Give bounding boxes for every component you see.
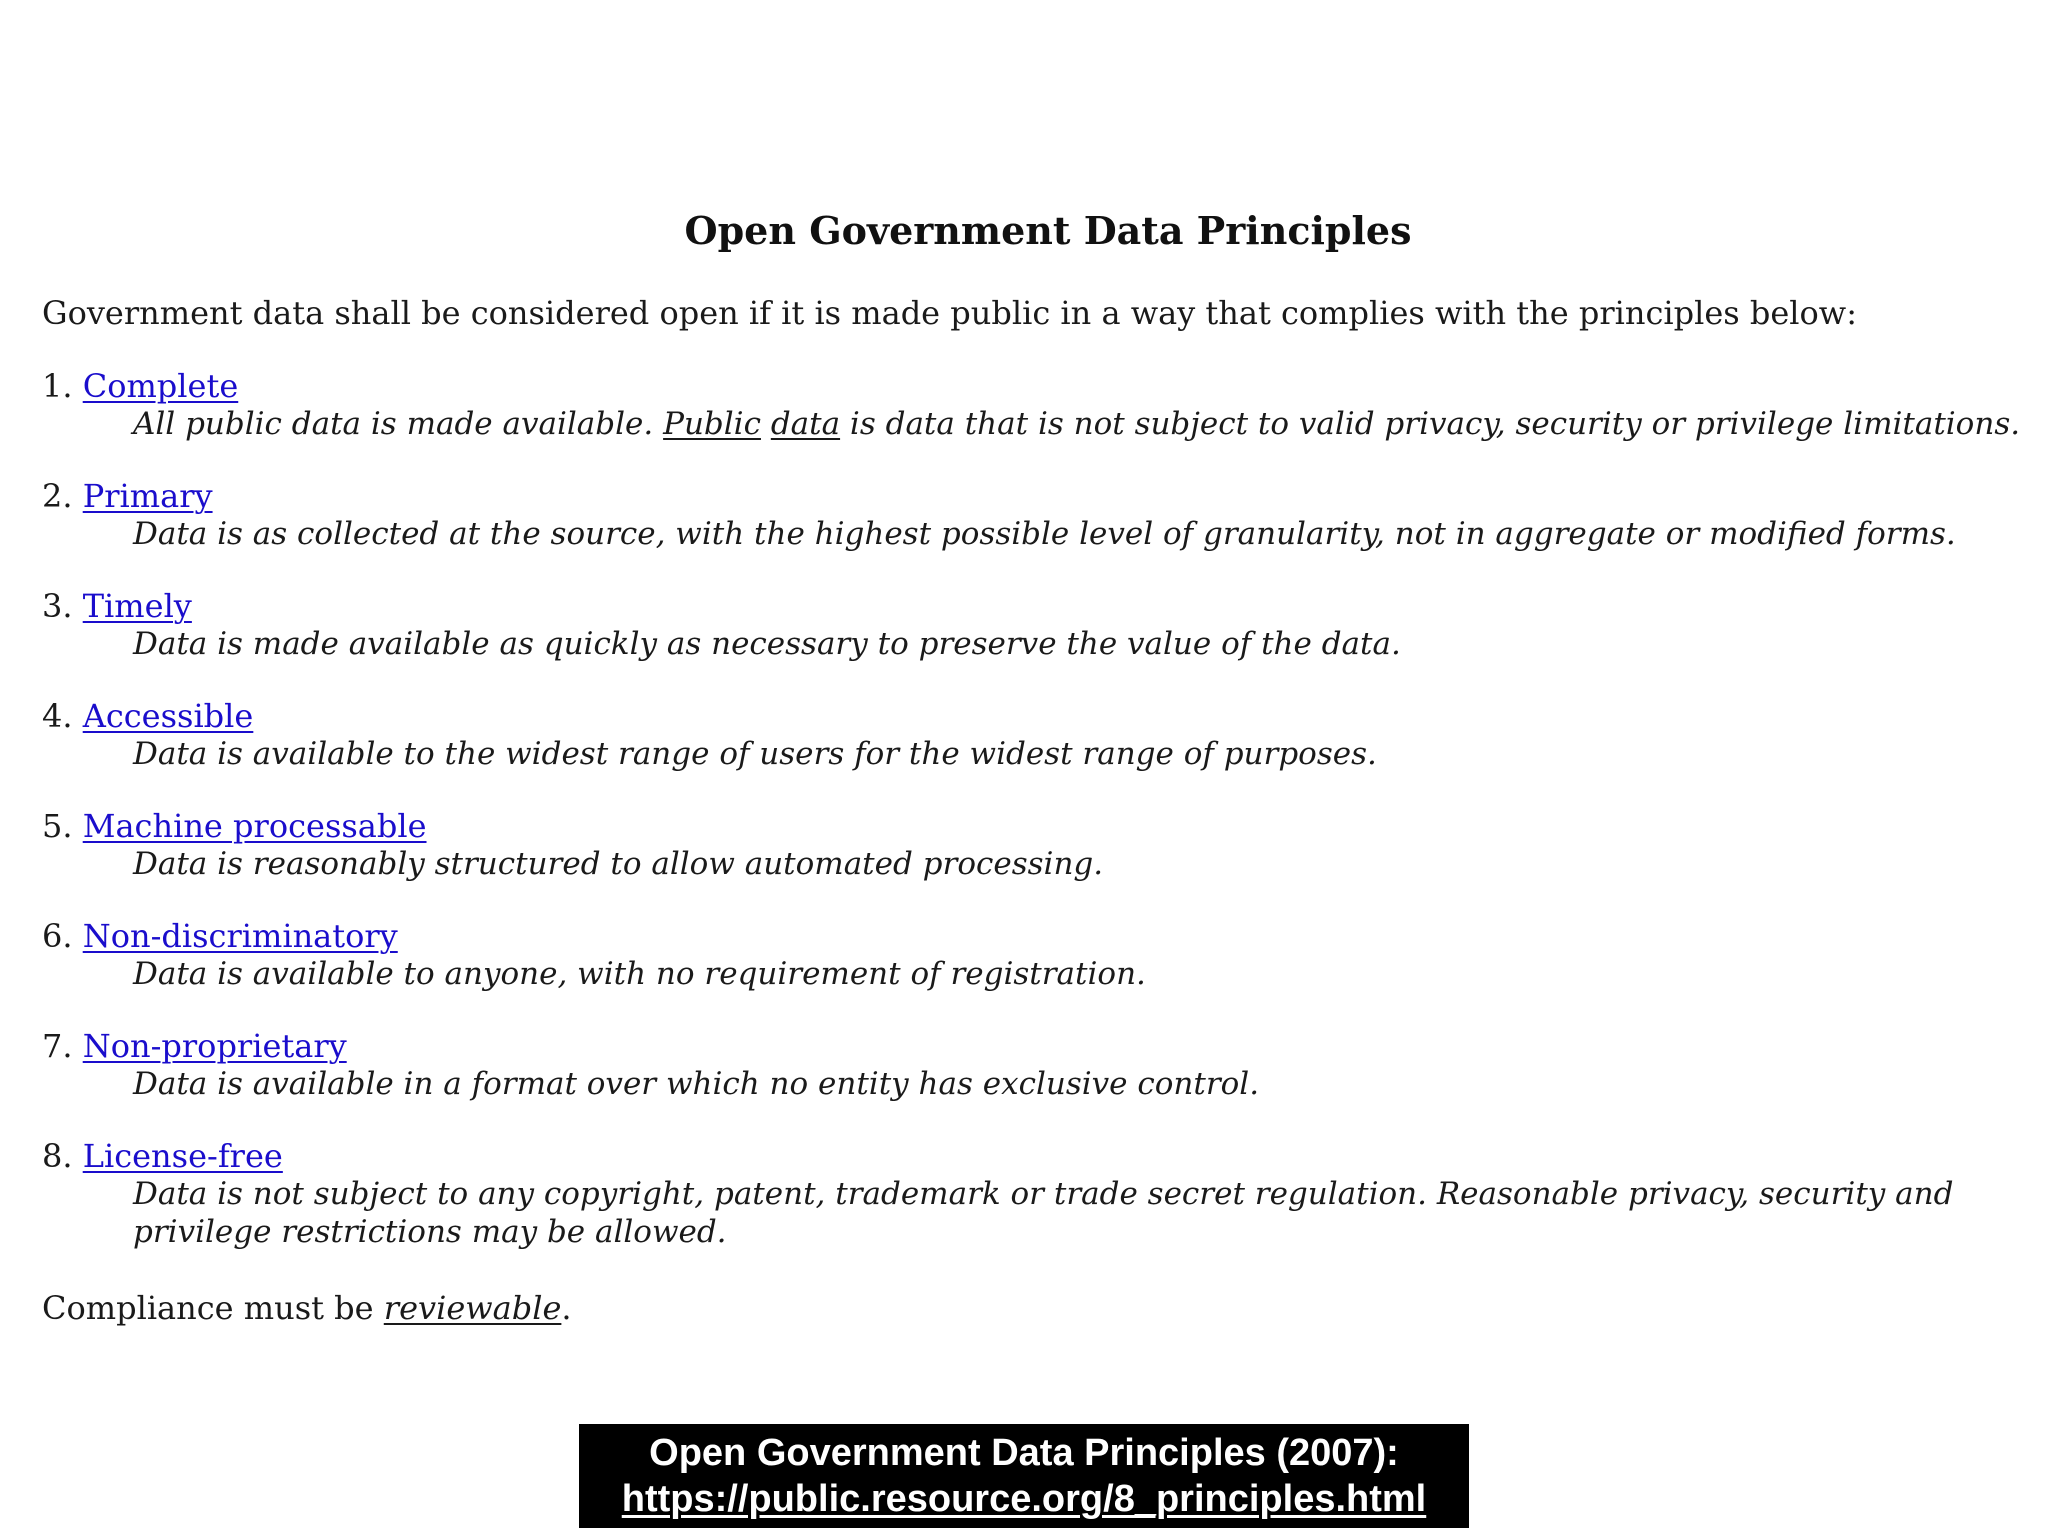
principle-number: 5. — [42, 807, 73, 845]
principle-number: 1. — [42, 367, 73, 405]
principle-description: Data is reasonably structured to allow automated processing. — [133, 846, 1104, 882]
principle-heading — [42, 367, 2032, 405]
principle-number: 3. — [42, 587, 73, 625]
caption-url-link[interactable]: https://public.resource.org/8_principles.html — [621, 1478, 1427, 1520]
compliance-prefix: Compliance must be — [42, 1289, 384, 1327]
description-prefix: All public data is made available. — [133, 406, 664, 442]
principle-heading — [42, 807, 2032, 845]
intro-text: Government data shall be considered open if it is made public in a way that complies with the principles below: — [42, 294, 1857, 332]
principle-link-machine-processable[interactable]: Machine processable — [82, 807, 427, 845]
principle-description: Data is as collected at the source, with the highest possible level of granularity, not in aggregate or modified forms. — [133, 516, 1956, 552]
principle-description: Data is made available as quickly as necessary to preserve the value of the data. — [133, 626, 1401, 662]
principle-link-accessible[interactable]: Accessible — [82, 697, 254, 735]
principle-heading — [42, 697, 2032, 735]
principle-heading — [42, 1137, 2032, 1175]
principle-description: Data is available in a format over which no entity has exclusive control. — [133, 1066, 1260, 1102]
principle-heading — [42, 477, 2032, 515]
list-item — [42, 587, 2032, 663]
principle-number: 2. — [42, 477, 73, 515]
principle-link-primary[interactable]: Primary — [82, 477, 213, 515]
principle-description: Data is not subject to any copyright, patent, trademark or trade secret regulation. Reasonable privacy, security and privilege restrictions may be allowed. — [133, 1176, 1954, 1250]
principle-heading — [42, 1027, 2032, 1065]
caption-banner — [579, 1424, 1469, 1528]
principle-heading — [42, 917, 2032, 955]
principle-description — [42, 405, 2032, 443]
compliance-suffix: . — [561, 1289, 572, 1327]
principles-list — [42, 367, 2032, 1285]
principle-link-non-discriminatory[interactable]: Non-discriminatory — [82, 917, 398, 955]
principle-description: Data is available to the widest range of users for the widest range of purposes. — [133, 736, 1377, 772]
principle-description: Data is available to anyone, with no requirement of registration. — [133, 956, 1146, 992]
description-suffix: is data that is not subject to valid privacy, security or privilege limitations. — [840, 406, 2021, 442]
term-public: Public — [663, 406, 761, 442]
principle-link-license-free[interactable]: License-free — [82, 1137, 283, 1175]
caption-title: Open Government Data Principles (2007): — [649, 1432, 1399, 1474]
list-item — [42, 477, 2032, 553]
principle-heading — [42, 587, 2032, 625]
list-item — [42, 367, 2032, 443]
principle-link-complete[interactable]: Complete — [82, 367, 239, 405]
principle-link-timely[interactable]: Timely — [82, 587, 192, 625]
list-item — [42, 807, 2032, 883]
list-item — [42, 697, 2032, 773]
compliance-term: reviewable — [383, 1289, 562, 1327]
principle-number: 7. — [42, 1027, 73, 1065]
compliance-statement — [42, 1289, 572, 1327]
principle-number: 8. — [42, 1137, 73, 1175]
principle-link-non-proprietary[interactable]: Non-proprietary — [82, 1027, 347, 1065]
principle-number: 4. — [42, 697, 73, 735]
term-data: data — [770, 406, 841, 442]
principle-number: 6. — [42, 917, 73, 955]
list-item — [42, 917, 2032, 993]
page-title: Open Government Data Principles — [684, 208, 1412, 253]
list-item — [42, 1137, 2032, 1251]
list-item — [42, 1027, 2032, 1103]
